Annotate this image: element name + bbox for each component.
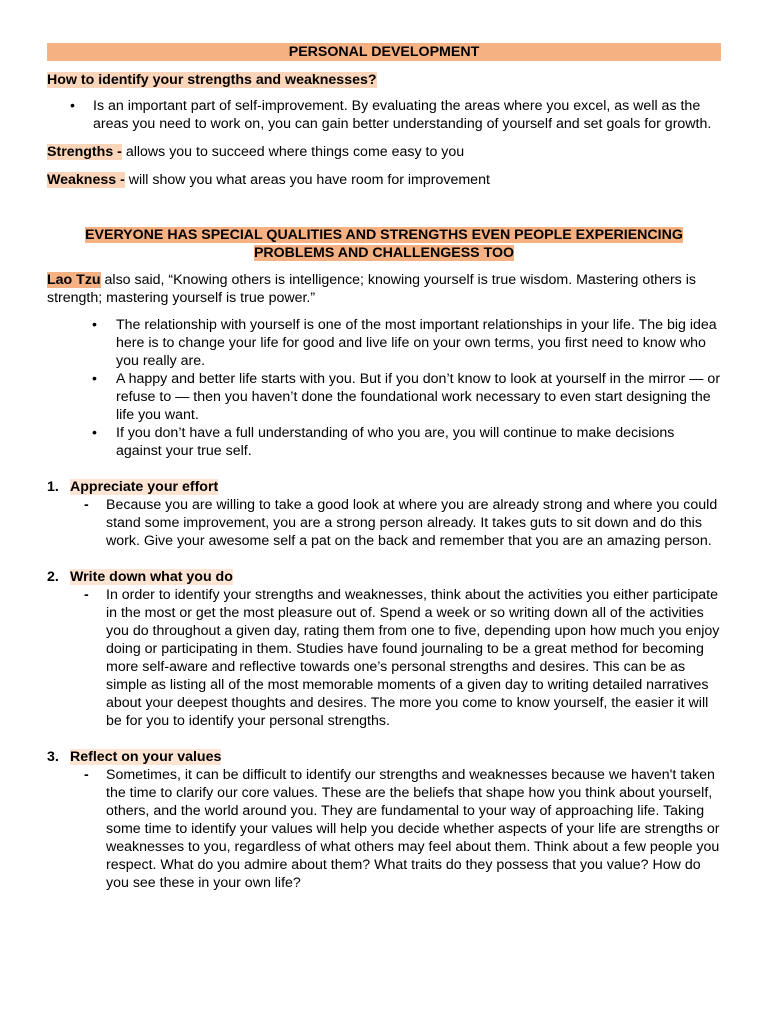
intro-list: [47, 97, 721, 133]
strengths-term: Strengths -: [47, 144, 122, 160]
dash-icon: -: [84, 497, 89, 513]
weakness-text: will show you what areas you have room for improvement: [124, 172, 490, 188]
section-banner: [47, 226, 721, 262]
document-title: PERSONAL DEVELOPMENT: [47, 43, 721, 61]
strengths-text: allows you to succeed where things come easy to you: [121, 144, 465, 160]
banner-line-2: PROBLEMS AND CHALLENGESS TOO: [253, 245, 515, 261]
weakness-definition: [47, 171, 721, 189]
list-item: [47, 97, 721, 133]
bullet-icon: •: [92, 425, 97, 441]
dash-icon: -: [84, 767, 89, 783]
list-item: [47, 316, 721, 370]
section-text: Sometimes, it can be difficult to identify our strengths and weaknesses because we haven't taken the time to clarify our core values. These are the beliefs that shape how you think about yourself, others, and the world around you. They are fundamental to your way of approaching life. Taking some time to identify your values will help you decide whether aspects of your life are strengths or weaknesses to you, regardless of what others may feel about them. Think about a few people you respect. What do you admire about them? What traits do they possess that you value? How do you see these in your own life?: [106, 767, 720, 891]
dash-icon: -: [84, 587, 89, 603]
section-heading: Write down what you do: [70, 569, 233, 585]
intro-bullet-text: Is an important part of self-improvement. By evaluating the areas where you excel, as well as the areas you need to work on, you can gain better understanding of yourself and set goals for growth.: [93, 98, 712, 132]
section-body: [47, 586, 721, 730]
strengths-definition: [47, 143, 721, 161]
self-knowledge-list: [47, 316, 721, 460]
bullet-text: The relationship with yourself is one of the most important relationships in your life. The big idea here is to change your life for good and live life on your own terms, you first need to know who you really are.: [116, 317, 717, 369]
quote-text: also said, “Knowing others is intelligence; knowing yourself is true wisdom. Mastering others is strength; mastering yourself is true power.”: [47, 272, 696, 306]
section-text: Because you are willing to take a good look at where you are already strong and where you could stand some improvement, you are a strong person already. It takes guts to sit down and do this work. Give your awesome self a pat on the back and remember that you are an amazing person.: [106, 497, 718, 549]
section-number: 3.: [47, 749, 59, 765]
section-write-down: [47, 568, 721, 586]
bullet-icon: •: [70, 98, 75, 114]
question-heading: [47, 71, 721, 89]
section-reflect-values: [47, 748, 721, 766]
bullet-icon: •: [92, 317, 97, 333]
list-item: [47, 424, 721, 460]
section-heading: Reflect on your values: [70, 749, 222, 765]
quote-paragraph: [47, 271, 721, 307]
banner-line-1: EVERYONE HAS SPECIAL QUALITIES AND STRENGTHS EVEN PEOPLE EXPERIENCING: [85, 227, 683, 243]
bullet-icon: •: [92, 371, 97, 387]
list-item: [47, 370, 721, 424]
section-body: [47, 766, 721, 892]
section-number: 1.: [47, 479, 59, 495]
section-body: [47, 496, 721, 550]
quote-author: Lao Tzu: [47, 272, 101, 288]
section-number: 2.: [47, 569, 59, 585]
bullet-text: If you don’t have a full understanding of who you are, you will continue to make decisions against your true self.: [116, 425, 675, 459]
section-text: In order to identify your strengths and weaknesses, think about the activities you either participate in the most or get the most pleasure out of. Spend a week or so writing down all of the activities you do throughout a given day, rating them from one to five, depending upon how much you enjoy doing or participating in them. Studies have found journaling to be a great method for becoming more self-aware and reflective towards one’s personal strengths and desires. This can be as simple as listing all of the most memorable moments of a given day to writing detailed narratives about your deepest thoughts and desires. The more you come to know yourself, the easier it will be for you to identify your personal strengths.: [106, 587, 720, 729]
section-heading: Appreciate your effort: [70, 479, 219, 495]
weakness-term: Weakness -: [47, 172, 125, 188]
question-text: How to identify your strengths and weaknesses?: [47, 72, 377, 88]
bullet-text: A happy and better life starts with you. But if you don’t know to look at yourself in the mirror — or refuse to — then you haven’t done the foundational work necessary to even start designing the life you want.: [116, 371, 721, 423]
section-appreciate-effort: [47, 478, 721, 496]
